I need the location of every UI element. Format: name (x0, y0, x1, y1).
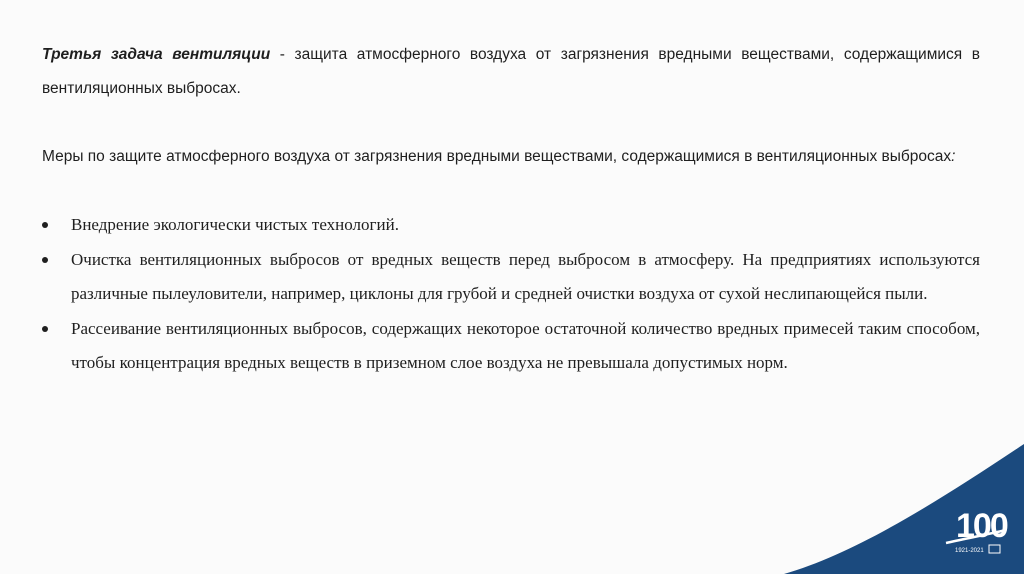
logo-years: 1921-2021 (955, 548, 984, 554)
list-item-text: Рассеивание вентиляционных выбросов, содержащих некоторое остаточной количество вредных примесей таким способом, чтобы концентрация вредных веществ в приземном слое воздуха не превышала допустимых норм. (71, 318, 980, 372)
intro-lead: Третья задача вентиляции (42, 46, 271, 63)
list-item (42, 243, 980, 312)
intro-rest: - защита атмосферного воздуха от загрязнения вредными веществами, содержащимися в вентиляционных выбросах. (42, 46, 980, 97)
list-item (42, 312, 980, 381)
bullet-icon (42, 257, 48, 263)
intro-paragraph (42, 38, 980, 106)
measures-colon: : (951, 148, 956, 165)
bullet-icon (42, 326, 48, 332)
list-item-text: Внедрение экологически чистых технологий. (71, 215, 399, 234)
bullet-icon (42, 222, 48, 228)
logo-number: 100 (956, 507, 1007, 545)
measures-heading-text: Меры по защите атмосферного воздуха от загрязнения вредными веществами, содержащимися в вентиляционных выбросах (42, 148, 952, 165)
list-item-text: Очистка вентиляционных выбросов от вредных веществ перед выбросом в атмосферу. На предприятиях используются различные пылеуловители, например, циклоны для грубой и средней очистки воздуха от сухой неслипающейся пыли. (71, 249, 980, 303)
measures-heading (42, 140, 980, 174)
anniversary-logo (784, 444, 1024, 574)
list-item (42, 208, 980, 243)
measures-list (42, 208, 980, 381)
